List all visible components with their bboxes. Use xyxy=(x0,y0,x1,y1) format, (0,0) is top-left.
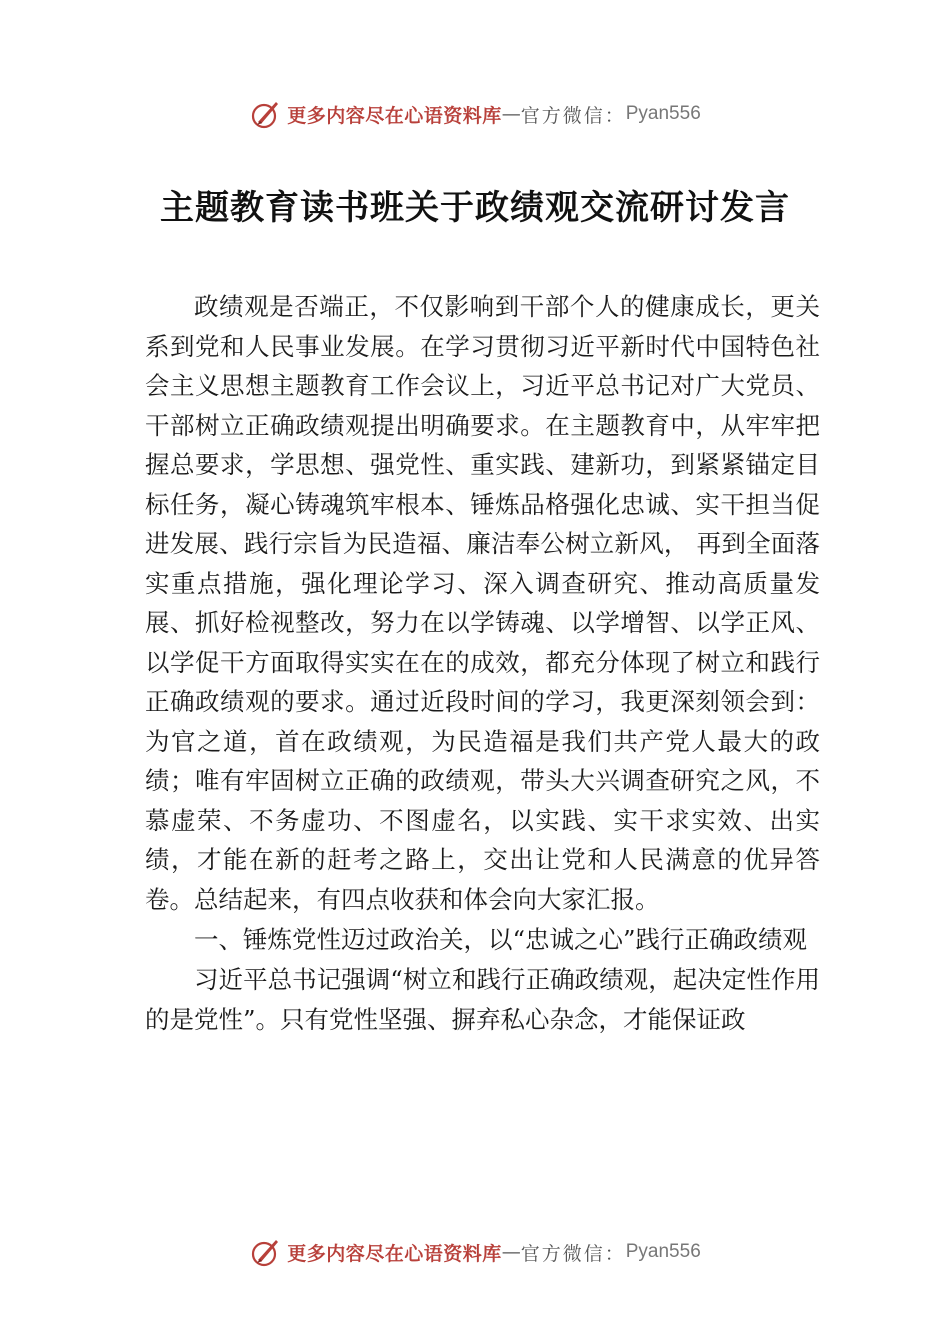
banner-wechat-id: Pyan556 xyxy=(625,1241,701,1262)
header-banner xyxy=(0,94,950,134)
footer-banner xyxy=(0,1232,950,1272)
banner-dash: — xyxy=(501,1241,521,1263)
section-heading-1: 一、锤炼党性迈过政治关，以“忠诚之心”践行正确政绩观 xyxy=(194,925,808,954)
banner-wechat-label: 官方微信： xyxy=(520,104,626,127)
document-body xyxy=(145,287,820,1039)
document-title: 主题教育读书班关于政绩观交流研讨发言 xyxy=(160,188,790,228)
banner-wechat-id: Pyan556 xyxy=(625,103,701,124)
body-paragraph-1: 政绩观是否端正，不仅影响到干部个人的健康成长，更关系到党和人民事业发展。在学习贯彻习近平新时代中国特色社会主义思想主题教育工作会议上，习近平总书记对广大党员、干部树立正确政绩观提出明确要求。在主题教育中，从牢牢把握总要求，学思想、强党性、重实践、建新功，到紧紧锚定目标任务，凝心铸魂筑牢根本、锤炼品格强化忠诚、实干担当促进发展、践行宗旨为民造福、廉洁奉公树立新风， 再到全面落实重点措施，强化理论学习、深入调查研究、推动高质量发展、抓好检视整改，努力在以学铸魂、以学增智、以学正风、以学促干方面取得实实在在的成效，都充分体现了树立和践行正确政绩观的要求。通过近段时间的学习，我更深刻领会到：为官之道，首在政绩观，为民造福是我们共产党人最大的政绩；唯有牢固树立正确的政绩观，带头大兴调查研究之风，不慕虚荣、不务虚功、不图虚名，以实践、实干求实效、出实绩，才能在新的赶考之路上，交出让党和人民满意的优异答卷。总结起来，有四点收获和体会向大家汇报。 xyxy=(145,292,820,914)
banner-dash: — xyxy=(501,103,521,125)
banner-site-name: 更多内容尽在心语资料库 xyxy=(287,1242,502,1265)
quill-pen-logo-icon xyxy=(249,97,283,131)
quill-pen-logo-icon xyxy=(249,1235,283,1269)
banner-site-name: 更多内容尽在心语资料库 xyxy=(287,104,502,127)
body-paragraph-2: 习近平总书记强调“树立和践行正确政绩观，起决定性作用的是党性”。只有党性坚强、摒弃私心杂念，才能保证政 xyxy=(145,965,820,1034)
banner-wechat-label: 官方微信： xyxy=(520,1242,626,1265)
